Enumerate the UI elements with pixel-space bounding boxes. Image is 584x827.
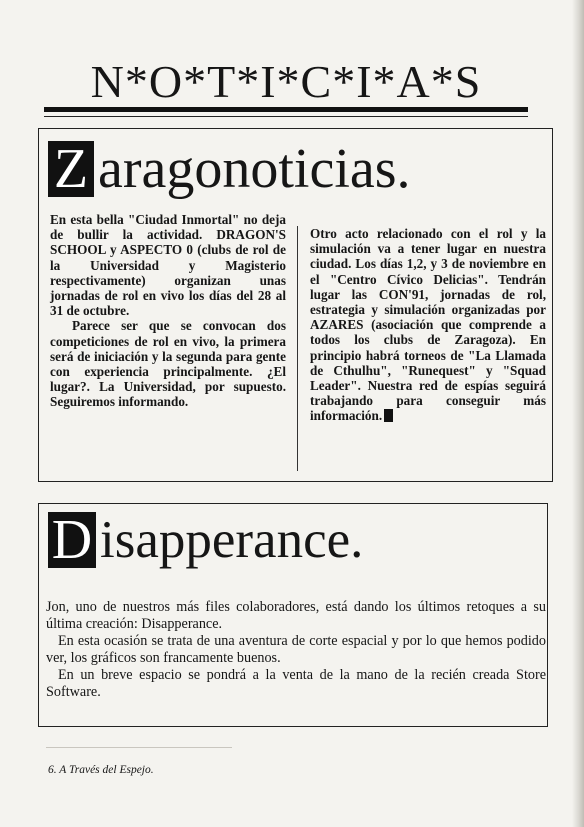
masthead-rule-thick	[44, 107, 528, 112]
article2-paragraph: En un breve espacio se pondrá a la venta de la mano de la recién creada Store Software.	[46, 667, 546, 700]
footer-rule	[46, 747, 232, 748]
article2-title: isapperance.	[100, 511, 364, 569]
article1-headline	[48, 138, 411, 200]
article2-body	[46, 599, 546, 701]
article1-col2-text: Otro acto relacionado con el rol y la simulación va a tener lugar en nuestra ciudad. Los días 1,2, y 3 de noviembre en el "Centro Cívico Delicias". Tendrán lugar las CON'91, jornadas de rol, estrategia y simulación organizadas por AZARES (asociación que comprende a todos los clubs de Zaragoza). En principio habrá torneos de "La Llamada de Cthulhu", "Runequest" y "Squad Leader". Nuestra red de espías seguirá trabajando para conseguir más información.	[310, 226, 546, 424]
article1-column-left	[50, 212, 286, 410]
article1-drop-cap: Z	[48, 141, 94, 197]
page-footer: 6. A Través del Espejo.	[48, 764, 154, 776]
article2-paragraph: Jon, uno de nuestros más files colaboradores, está dando los últimos retoques a su última creación: Disapperance.	[46, 599, 546, 632]
article2-paragraph: En esta ocasión se trata de una aventura de corte espacial y por lo que hemos podido ver, los gráficos son francamente buenos.	[46, 633, 546, 666]
article2-drop-cap: D	[48, 512, 96, 568]
end-of-article-mark	[384, 409, 393, 422]
masthead-rule-thin	[44, 116, 528, 117]
article1-col1-paragraph: En esta bella "Ciudad Inmortal" no deja de bullir la actividad. DRAGON'S SCHOOL y ASPECTO 0 (clubs de rol de la Universidad y Magisterio respectivamente) organizan unas jornadas de rol en vivo los días del 28 al 31 de octubre.	[50, 212, 286, 319]
article1-col2-paragraph	[310, 226, 546, 424]
section-masthead: N*O*T*I*C*I*A*S	[90, 56, 482, 107]
column-divider	[297, 226, 298, 471]
article1-col1-paragraph: Parece ser que se convocan dos competiciones de rol en vivo, la primera será de iniciación y la segunda para gente con experiencia principalmente. ¿El lugar?. La Universidad, por supuesto. Seguiremos informando.	[50, 318, 286, 410]
article1-column-right	[310, 226, 546, 424]
page-edge-shadow	[572, 0, 584, 827]
article2-headline	[48, 509, 364, 571]
article1-title: aragonoticias.	[98, 138, 411, 200]
